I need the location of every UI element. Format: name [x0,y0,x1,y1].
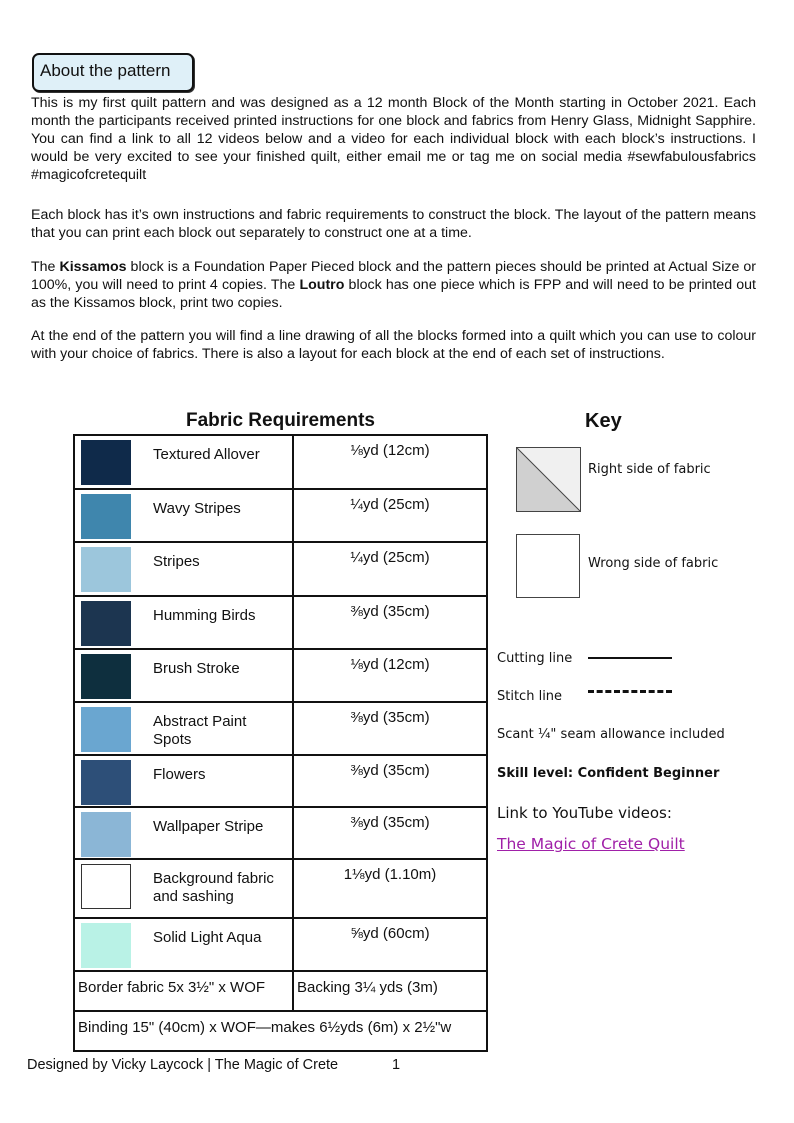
fabric-name: Background fabric and sashing [153,870,274,905]
fabric-amount: ⅛yd (12cm) [293,435,487,489]
border-fabric: Border fabric 5x 3½" x WOF [74,971,293,1011]
fabric-cell [74,542,293,596]
fabric-amount: 1⅛yd (1.10m) [293,859,487,918]
fabric-name: Brush Stroke [153,660,240,677]
fabric-amount: ⅜yd (35cm) [293,596,487,649]
fabric-name: Abstract Paint Spots [153,713,247,748]
right-side-fabric-icon [516,447,581,512]
fabric-swatch [81,864,131,909]
table-row [74,755,487,807]
wrong-side-fabric-icon [516,534,580,598]
fabric-name: Solid Light Aqua [153,929,262,946]
table-row [74,596,487,649]
fabric-requirements-title: Fabric Requirements [186,410,375,431]
table-row [74,807,487,859]
cutting-line-icon [588,657,672,659]
table-row [74,859,487,918]
intro-paragraph: This is my first quilt pattern and was designed as a 12 month Block of the Month starting in October 2021. Each month the participants received printed instructions for one block and fabrics from Henry Glass, Midnight Sapphire. You can find a link to all 12 videos below and a video for each individual block with each block’s instructions. I would be very excited to see your finished quilt, either email me or tag me on social media #sewfabulousfabrics #magicofcretequilt [31,95,756,183]
fabric-cell [74,755,293,807]
key-cutting-line: Cutting line [497,651,573,666]
fabric-cell [74,702,293,755]
page-number: 1 [392,1057,401,1073]
fabric-amount: ⅛yd (12cm) [293,649,487,702]
fabric-swatch [81,812,131,857]
youtube-label: Link to YouTube videos: [497,804,672,822]
fabric-amount: ⅝yd (60cm) [293,918,487,971]
fabric-name: Wavy Stripes [153,500,241,517]
fabric-swatch [81,760,131,805]
fabric-name: Humming Birds [153,607,256,624]
key-wrong-side: Wrong side of fabric [588,556,719,571]
fabric-amount: ¼yd (25cm) [293,542,487,596]
fabric-swatch [81,601,131,646]
fabric-amount: ⅜yd (35cm) [293,755,487,807]
table-row [74,702,487,755]
key-title: Key [585,410,622,432]
table-row [74,435,487,489]
fabric-amount: ⅜yd (35cm) [293,807,487,859]
key-stitch-line: Stitch line [497,689,563,704]
youtube-link[interactable]: The Magic of Crete Quilt [497,835,685,853]
fabric-cell [74,489,293,542]
fabric-cell [74,918,293,971]
skill-level: Skill level: Confident Beginner [497,766,720,781]
fabric-name: Flowers [153,766,206,783]
fabric-swatch [81,440,131,485]
fabric-swatch [81,923,131,968]
table-row [74,918,487,971]
seam-allowance: Scant ¼" seam allowance included [497,727,725,742]
table-row [74,649,487,702]
table-row [74,971,487,1011]
fabric-cell [74,649,293,702]
fabric-name: Stripes [153,553,200,570]
layout-paragraph: Each block has it’s own instructions and fabric requirements to construct the block. The layout of the pattern means that you can print each block out separately to construct one at a time. [31,207,756,241]
fabric-swatch [81,494,131,539]
fabric-cell [74,807,293,859]
binding: Binding 15" (40cm) x WOF—makes 6½yds (6m) x 2½"w [74,1011,487,1051]
key-right-side: Right side of fabric [588,462,711,477]
fabric-cell [74,596,293,649]
stitch-line-icon [588,690,672,693]
backing: Backing 3¼ yds (3m) [293,971,487,1011]
fabric-swatch [81,547,131,592]
fabric-name: Textured Allover [153,446,260,463]
table-row [74,1011,487,1051]
fabric-name: Wallpaper Stripe [153,818,264,835]
section-heading: About the pattern [32,53,194,92]
table-row [74,542,487,596]
fabric-cell [74,435,293,489]
fabric-swatch [81,654,131,699]
fabric-cell [74,859,293,918]
fabric-swatch [81,707,131,752]
fabric-amount: ¼yd (25cm) [293,489,487,542]
footer-credit: Designed by Vicky Laycock | The Magic of Crete [27,1057,339,1073]
fabric-amount: ⅜yd (35cm) [293,702,487,755]
table-row [74,489,487,542]
fpp-paragraph: The Kissamos block is a Foundation Paper Pieced block and the pattern pieces should be printed at Actual Size or 100%, you will need to print 4 copies. The Loutro block has one piece which is FPP and will need to be printed out as the Kissamos block, print two copies. [31,259,756,311]
colouring-paragraph: At the end of the pattern you will find a line drawing of all the blocks formed into a quilt which you can use to colour with your choice of fabrics. There is also a layout for each block at the end of each set of instructions. [31,328,756,362]
fabric-table [73,434,488,1052]
